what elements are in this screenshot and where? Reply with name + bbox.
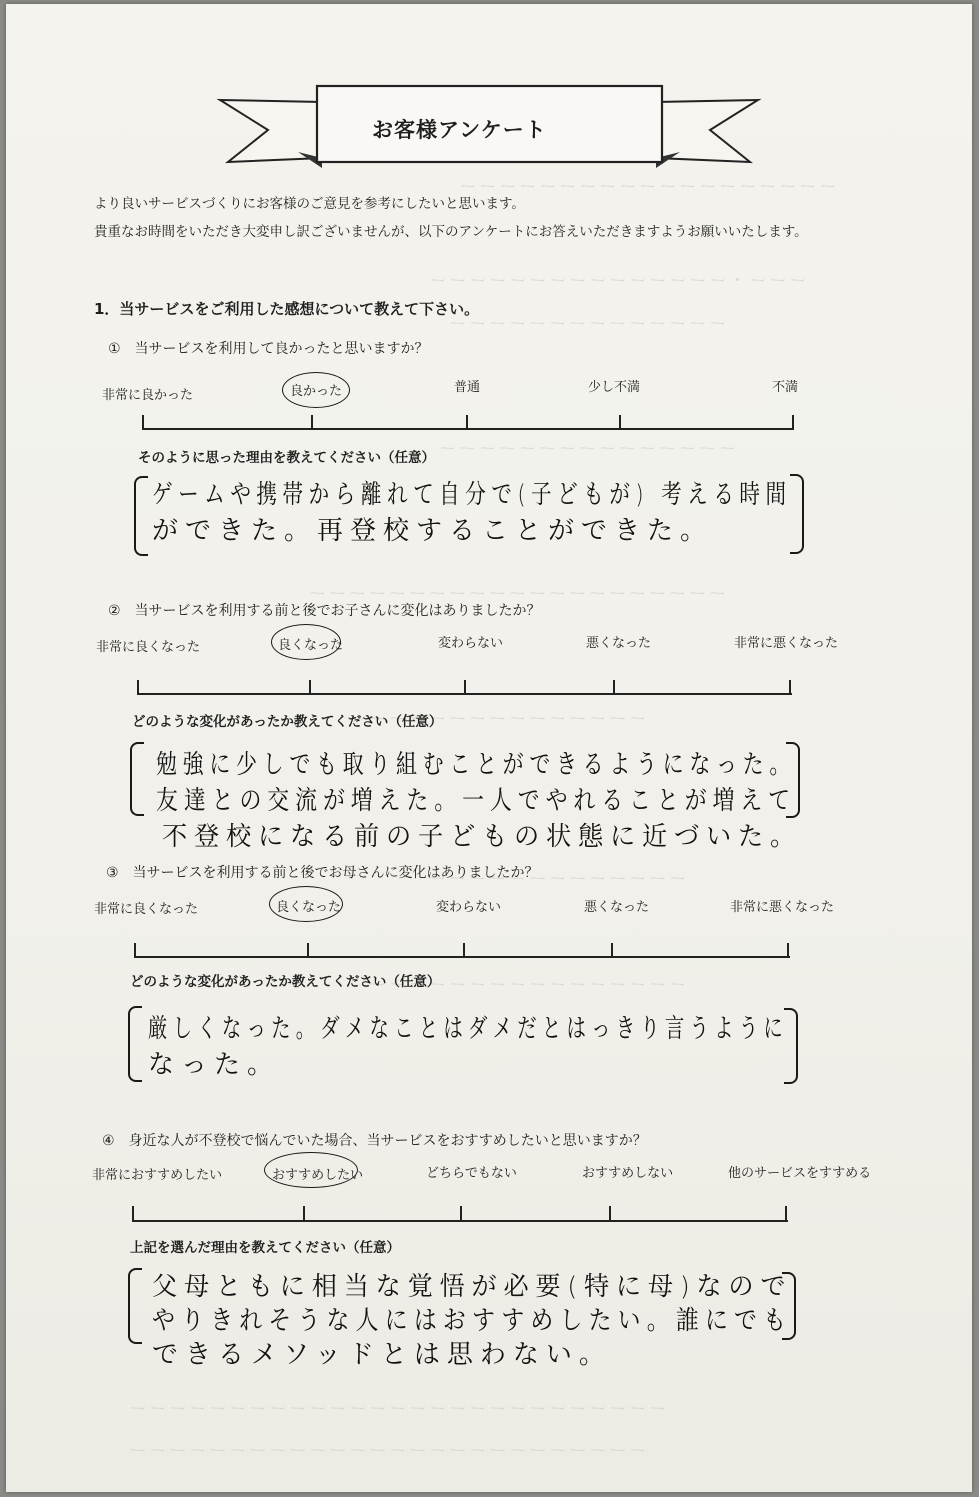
q1-answer-line-2: ができた。再登校することができた。: [152, 516, 714, 546]
q3-option-4[interactable]: 悪くなった: [584, 900, 650, 915]
q3-option-3[interactable]: 変わらない: [436, 900, 502, 915]
q2-answer-line-3: 不登校になる前の子どもの状態に近づいた。: [162, 822, 803, 852]
q4-reason-label: 上記を選んだ理由を教えてください（任意）: [130, 1240, 400, 1256]
q1-answer-bracket-right: [790, 474, 804, 554]
q4-answer-line-1: 父母ともに相当な覚悟が必要(特に母)なので: [152, 1272, 793, 1302]
q2-option-2[interactable]: 良くなった: [278, 638, 344, 653]
q4-selected-circle: [264, 1152, 358, 1188]
q3-answer-line-2: なった。: [148, 1050, 281, 1080]
question-4: ④ 身近な人が不登校で悩んでいた場合、当サービスをおすすめしたいと思いますか？: [102, 1133, 647, 1149]
q1-option-2[interactable]: 良かった: [290, 384, 343, 399]
q4-option-2[interactable]: おすすめしたい: [272, 1168, 364, 1183]
section-heading: 1．当サービスをご利用した感想について教えて下さい。: [94, 300, 480, 318]
q3-selected-circle: [269, 886, 343, 922]
intro-line-1: より良いサービスづくりにお客様のご意見を参考にしたいと思います。: [94, 196, 525, 212]
q1-option-3[interactable]: 普通: [454, 380, 481, 395]
q2-option-5[interactable]: 非常に悪くなった: [734, 636, 839, 651]
q2-selected-circle: [271, 624, 344, 660]
question-2: ② 当サービスを利用する前と後でお子さんに変化はありましたか？: [108, 603, 541, 619]
q4-answer-bracket-left: [128, 1268, 142, 1344]
q1-answer-bracket-left: [134, 476, 148, 556]
q1-option-4[interactable]: 少し不満: [588, 380, 641, 395]
q2-option-3[interactable]: 変わらない: [438, 636, 504, 651]
q3-option-1[interactable]: 非常に良くなった: [94, 902, 199, 917]
question-3: ③ 当サービスを利用する前と後でお母さんに変化はありましたか？: [106, 865, 539, 881]
q2-reason-label: どのような変化があったか教えてください（任意）: [132, 714, 443, 730]
q4-option-5[interactable]: 他のサービスをすすめる: [728, 1166, 872, 1181]
q4-option-4[interactable]: おすすめしない: [582, 1166, 674, 1181]
q3-reason-label: どのような変化があったか教えてください（任意）: [130, 974, 441, 990]
q2-answer-line-1: 勉強に少しでも取り組むことができるようになった。: [156, 750, 797, 780]
question-1: ① 当サービスを利用して良かったと思いますか？: [108, 341, 429, 357]
survey-sheet: ーーーーーーーーーーーーーーーーーーー ーーー・ーーーーーーーーーーーーーーー ーーーーーーーーーーーーーー ーーーーーーーーーーーーーーー ーーーーーーーーーーーーーーーーーーーーー ーーーーーーーーーーーーーーー ーーーーーーーーーーーーー ーーーーーーーーーーーーーーーー ーーーーーーーーーーーーーーーーーーーーーーーーーーー ーーーーーーーーーーーーーーーーーーーーーーーーーー お客様アンケート より良いサービスづくりにお客様のご意見を参考にしたいと思います。 貴重なお時間をいただき大変申し訳ございませんが、以下のアンケートにお答えいただきますようお願いいたします。 1．当サービスをご利用した感想について教えて下さい。 ① 当サービスを利用して良かったと思いますか？ 非常に良かった 良かった 普通 少し不満 不満 そのように思った理由を教えてください（任意） ゲームや携帯から離れて自分で(子どもが) 考える時間 ができた。再登校することができた。 ② 当サービスを利用する前と後でお子さんに変化はありましたか？ 非常に良くなった 良くなった 変わらない 悪くなった 非常に悪くなった どのような変化があったか教えてください（任意） 勉強に少しでも取り組むことができるようになった。 友達との交流が増えた。一人でやれることが増えて 不登校になる前の子どもの状態に近づいた。 ③ 当サービスを利用する前と後でお母さんに変化はありましたか？ 非常に良くなった 良くなった 変わらない 悪くなった 非常に悪くなった どのような変化があったか教えてください（任意） 厳しくなった。ダメなことはダメだとはっきり言うように なった。 ④ 身近な人が不登校で悩んでいた場合、当サービスをおすすめしたいと思いますか？ 非常におすすめしたい おすすめしたい どちらでもない おすすめしない 他のサービスをすすめる 上記を選んだ理由を教えてください（任意） 父母ともに相当な覚悟が必要(特に母)なので やりきれそうな人にはおすすめしたい。誰にでも できるメソッドとは思わない。: [6, 4, 972, 1492]
intro-line-2: 貴重なお時間をいただき大変申し訳ございませんが、以下のアンケートにお答えいただきますようお願いいたします。: [94, 224, 808, 240]
q1-reason-label: そのように思った理由を教えてください（任意）: [138, 450, 435, 466]
q4-answer-line-3: できるメソッドとは思わない。: [152, 1340, 612, 1370]
q4-option-3[interactable]: どちらでもない: [426, 1166, 517, 1181]
q2-answer-line-2: 友達との交流が増えた。一人でやれることが増えて: [156, 786, 797, 816]
title-ribbon: [6, 4, 972, 194]
q3-option-2[interactable]: 良くなった: [276, 900, 342, 915]
q3-answer-line-1: 厳しくなった。ダメなことはダメだとはっきり言うように: [148, 1014, 789, 1044]
page-title: お客様アンケート: [372, 118, 547, 142]
q2-option-1[interactable]: 非常に良くなった: [96, 640, 201, 655]
q1-option-5[interactable]: 不満: [772, 380, 799, 395]
q4-option-1[interactable]: 非常におすすめしたい: [92, 1168, 223, 1183]
q2-answer-bracket-left: [130, 742, 144, 816]
q3-answer-bracket-left: [128, 1006, 142, 1082]
q3-option-5[interactable]: 非常に悪くなった: [730, 900, 835, 915]
q1-option-1[interactable]: 非常に良かった: [102, 388, 194, 403]
q4-answer-line-2: やりきれそうな人にはおすすめしたい。誰にでも: [152, 1306, 793, 1336]
q1-selected-circle: [282, 372, 350, 408]
q2-option-4[interactable]: 悪くなった: [586, 636, 652, 651]
q1-answer-line-1: ゲームや携帯から離れて自分で(子どもが) 考える時間: [152, 480, 792, 510]
